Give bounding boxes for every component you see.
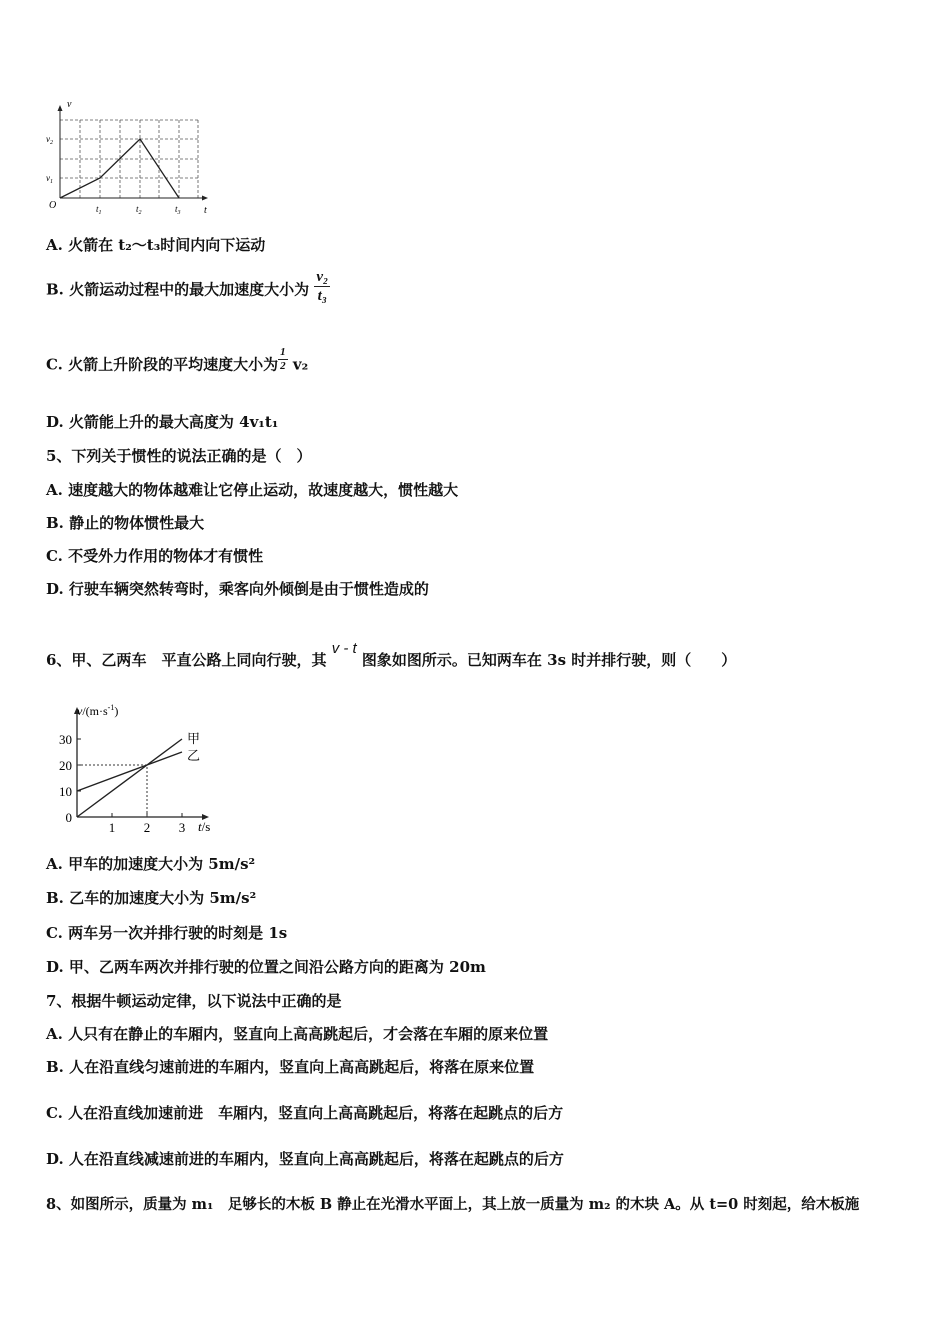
q4-option-b-numerator: v₂ <box>316 269 329 285</box>
q4-option-c-fraction <box>278 346 288 373</box>
x-tick-label-3: 3 <box>178 820 186 835</box>
velocity-line <box>60 139 179 198</box>
q4-option-c-suffix: v₂ <box>292 355 309 374</box>
q4-option-b <box>46 269 330 309</box>
series-label-jia: 甲 <box>187 731 201 746</box>
series-line-yi <box>77 752 182 791</box>
q4-option-c-text: C. 火箭上升阶段的平均速度大小为 <box>46 355 279 374</box>
q6-option-a: A. 甲车的加速度大小为 5m/s² <box>46 855 256 873</box>
q4-option-a: A. 火箭在 t₂～t₃时间内向下运动 <box>46 236 266 254</box>
x-axis-arrow <box>202 196 208 201</box>
q5-option-b: B. 静止的物体惯性最大 <box>46 514 205 532</box>
q6-stem <box>46 640 737 671</box>
x-tick-label-1: 1 <box>108 820 116 835</box>
x-tick-t3: $t_3$ <box>175 204 181 216</box>
q4-option-c-denominator: 2 <box>280 360 286 372</box>
series-label-yi: 乙 <box>187 748 201 763</box>
q7-option-a: A. 人只有在静止的车厢内，竖直向上高高跳起后，才会落在车厢的原来位置 <box>46 1025 549 1043</box>
series-line-jia <box>77 739 182 817</box>
q5-option-a: A. 速度越大的物体越难让它停止运动，故速度越大，惯性越大 <box>46 481 459 499</box>
q6-stem-text: 6、甲、乙两车 平直公路上同向行驶，其 <box>46 651 327 669</box>
y-tick-label-30: 30 <box>59 732 72 747</box>
q4-option-c-numerator: 1 <box>280 346 286 358</box>
q5-option-d: D. 行驶车辆突然转弯时，乘客向外倾倒是由于惯性造成的 <box>46 580 429 598</box>
y-axis-arrow <box>58 105 63 111</box>
q6-option-d: D. 甲、乙两车两次并排行驶的位置之间沿公路方向的距离为 20m <box>46 958 486 976</box>
origin-label: O <box>49 200 57 211</box>
y-tick-label-20: 20 <box>59 758 72 773</box>
y-axis-label: $v/(m\cdot s^{-1})$ <box>77 703 119 718</box>
x-axis-label: t/s <box>198 819 211 834</box>
cars-vt-graph <box>44 695 234 840</box>
x-tick-label-2: 2 <box>143 820 151 835</box>
q7-option-b: B. 人在沿直线匀速前进的车厢内，竖直向上高高跳起后，将落在原来位置 <box>46 1058 535 1076</box>
q5-option-c: C. 不受外力作用的物体才有惯性 <box>46 547 264 565</box>
x-tick-t1: $t_1$ <box>96 204 102 216</box>
y-tick-label-10: 10 <box>59 784 72 799</box>
q6-option-b: B. 乙车的加速度大小为 5m/s² <box>46 889 257 907</box>
q6-stem-text-2: 图象如图所示。已知两车在 3s 时并排行驶，则（ ） <box>361 651 737 669</box>
q4-option-b-denominator: t₃ <box>317 288 327 304</box>
grid-lines <box>60 120 198 198</box>
x-tick-t2: $t_2$ <box>136 204 142 216</box>
q7-stem: 7、根据牛顿运动定律，以下说法中正确的是 <box>46 992 342 1010</box>
rocket-vt-graph <box>40 96 220 224</box>
y-axis-label: v <box>67 99 72 110</box>
q7-option-c: C. 人在沿直线加速前进 车厢内，竖直向上高高跳起后，将落在起跳点的后方 <box>46 1104 564 1122</box>
q6-option-c: C. 两车另一次并排行驶的时刻是 1s <box>46 924 288 942</box>
y-tick-label-0: 0 <box>65 810 72 825</box>
q5-stem: 5、下列关于惯性的说法正确的是（ ） <box>46 447 312 465</box>
x-axis-label: t <box>204 205 207 216</box>
y-tick-v1: $v_1$ <box>46 173 53 185</box>
q6-stem-formula: v - t <box>331 640 357 657</box>
q7-option-d: D. 人在沿直线减速前进的车厢内，竖直向上高高跳起后，将落在起跳点的后方 <box>46 1150 564 1168</box>
q4-option-b-fraction <box>314 268 330 305</box>
q4-option-b-text: B. 火箭运动过程中的最大加速度大小为 <box>46 280 310 299</box>
q4-option-c <box>46 346 309 379</box>
y-tick-v2: $v_2$ <box>46 134 53 146</box>
q4-option-d: D. 火箭能上升的最大高度为 4v₁t₁ <box>46 413 279 431</box>
q8-stem: 8、如图所示，质量为 m₁ 足够长的木板 B 静止在光滑水平面上，其上放一质量为 m₂ 的木块 A。从 t=0 时刻起，给木板施 <box>46 1196 860 1213</box>
